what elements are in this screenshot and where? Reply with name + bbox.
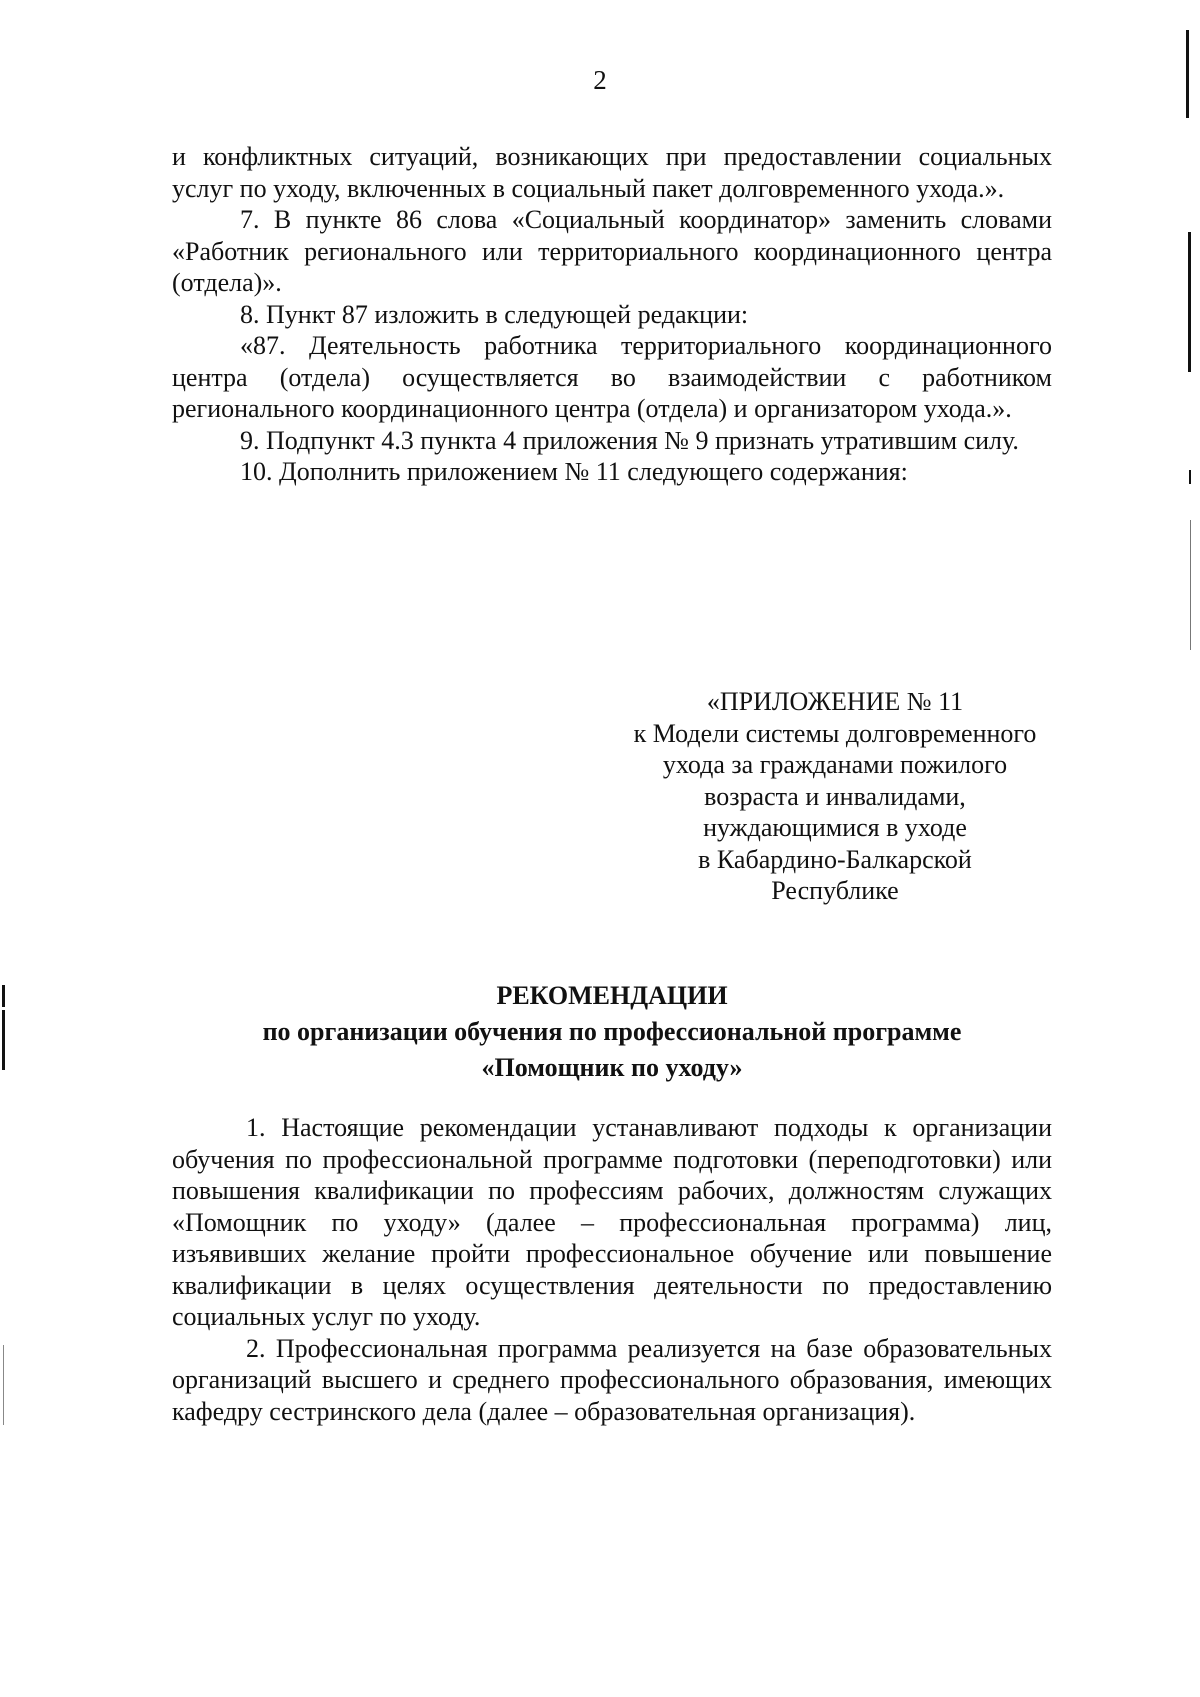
title-program-name: «Помощник по уходу»	[481, 1053, 743, 1082]
recommendations-body	[172, 1112, 1052, 1427]
paragraph-item-87: «87. Деятельность работника территориального координационного центра (отдела) осуществляется во взаимодействии с работником регионального координационного центра (отдела) и организатором ухода.».	[172, 331, 1052, 423]
paragraph-item-9: 9. Подпункт 4.3 пункта 4 приложения № 9 признать утратившим силу.	[240, 425, 1019, 455]
appendix-line: Республике	[771, 876, 899, 905]
scan-edge-mark	[1188, 232, 1191, 372]
title-subheading: по организации обучения по профессиональной программе	[262, 1017, 962, 1046]
appendix-line: ухода за гражданами пожилого	[662, 750, 1008, 779]
scan-edge-mark	[2, 985, 5, 1007]
recommendation-item-1: 1. Настоящие рекомендации устанавливают подходы к организации обучения по профессиональной программе подготовки (переподготовки) или повышения квалификации по профессиям рабочих, должностям служащих «Помощник по уходу» (далее – профессиональная программа) лиц, изъявивших желание пройти профессиональное обучение или повышение квалификации в целях осуществления деятельности по предоставлению социальных услуг по уходу.	[172, 1113, 1052, 1331]
scan-edge-mark	[2, 1010, 5, 1070]
paragraph-continuation: и конфликтных ситуаций, возникающих при предоставлении социальных услуг по уходу, включенных в социальный пакет долговременного ухода.».	[172, 142, 1052, 203]
paragraph-item-10: 10. Дополнить приложением № 11 следующего содержания:	[240, 457, 908, 486]
appendix-header	[600, 686, 1070, 907]
recommendations-title	[172, 978, 1052, 1086]
title-heading: РЕКОМЕНДАЦИИ	[496, 981, 728, 1010]
amendments-block	[172, 141, 1052, 488]
appendix-line: в Кабардино-Балкарской	[698, 844, 972, 874]
recommendation-item-2: 2. Профессиональная программа реализуется на базе образовательных организаций высшего и среднего профессионального образования, имеющих кафедру сестринского дела (далее – образовательная организация).	[172, 1333, 1052, 1426]
scan-edge-mark	[1186, 30, 1189, 118]
appendix-line: к Модели системы долговременного	[633, 718, 1037, 748]
scan-edge-mark	[1189, 470, 1191, 484]
paragraph-item-8: 8. Пункт 87 изложить в следующей редакции:	[240, 299, 749, 329]
scan-edge-mark	[1190, 520, 1191, 650]
appendix-line: «ПРИЛОЖЕНИЕ № 11	[706, 687, 964, 716]
appendix-line: нуждающимися в уходе	[703, 813, 967, 842]
page-number: 2	[593, 65, 607, 95]
scan-edge-mark	[3, 1345, 4, 1425]
paragraph-item-7: 7. В пункте 86 слова «Социальный координатор» заменить словами «Работник регионального или территориального координационного центра (отдела)».	[172, 205, 1052, 297]
appendix-line: возраста и инвалидами,	[704, 781, 966, 811]
